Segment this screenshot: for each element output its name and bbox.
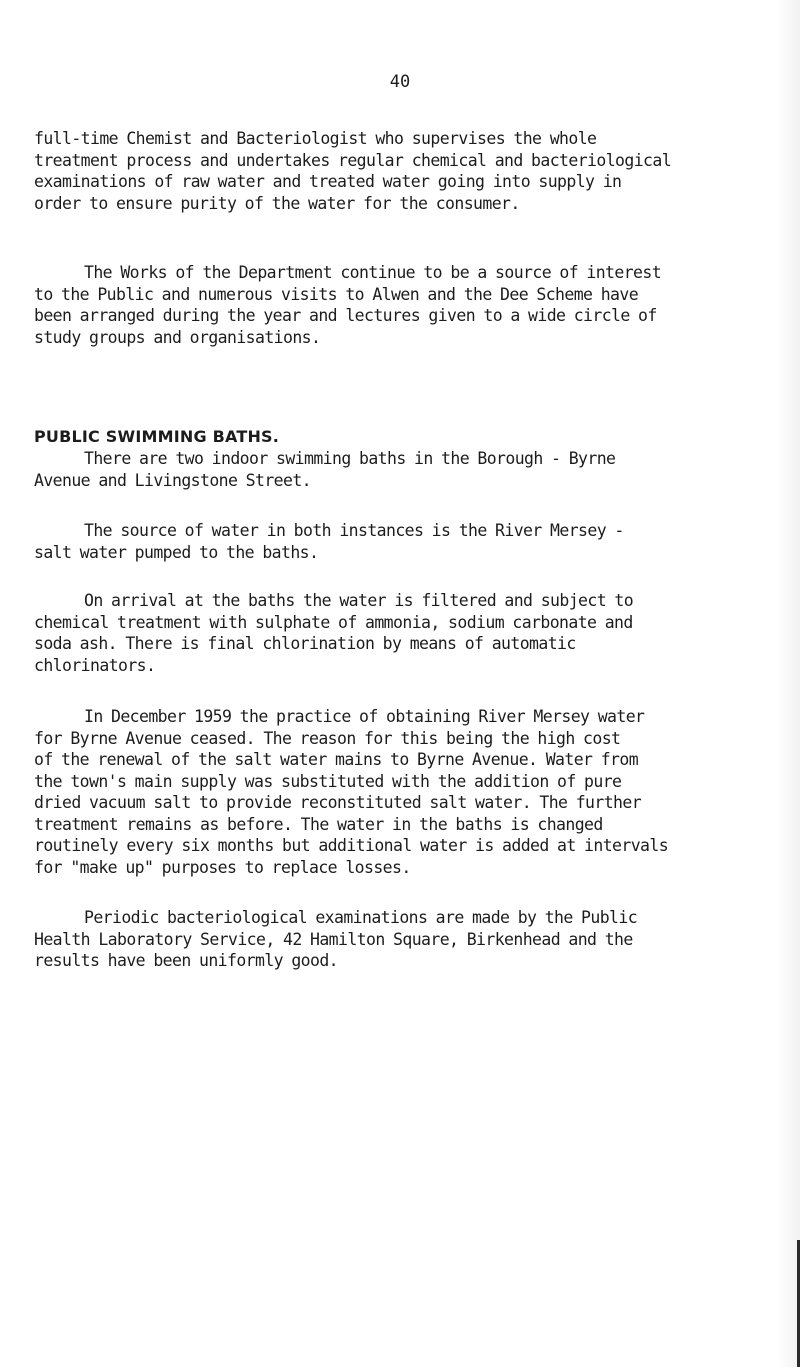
paragraph-baths-intro — [34, 448, 794, 491]
paragraph-line: treatment remains as before. The water in the baths is changed — [34, 814, 603, 834]
paragraph-line: treatment process and undertakes regular chemical and bacteriological — [34, 150, 672, 170]
paragraph-line: the town's main supply was substituted with the addition of pure — [34, 771, 622, 791]
paragraph-water-source — [34, 520, 794, 563]
paragraph-line: examinations of raw water and treated water going into supply in — [34, 172, 622, 191]
paragraph-line: On arrival at the baths the water is filtered and subject to — [84, 591, 634, 610]
paragraph-line: Avenue and Livingstone Street. — [34, 470, 312, 490]
paragraph-treatment — [34, 590, 794, 676]
paragraph-line: chemical treatment with sulphate of ammonia, sodium carbonate and — [34, 612, 633, 632]
paragraph-line: for "make up" purposes to replace losses. — [34, 857, 411, 877]
paragraph-line: study groups and organisations. — [34, 327, 321, 347]
section-heading: PUBLIC SWIMMING BATHS. — [34, 427, 280, 446]
paragraph-line: full-time Chemist and Bacteriologist who supervises the whole — [34, 129, 597, 148]
paragraph-december-1959 — [34, 706, 794, 878]
paragraph-line: been arranged during the year and lectures given to a wide circle of — [34, 306, 657, 325]
paragraph-line: Health Laboratory Service, 42 Hamilton Square, Birkenhead and the — [34, 929, 633, 949]
paragraph-line: chlorinators. — [34, 655, 156, 675]
paragraph-line: to the Public and numerous visits to Alwen and the Dee Scheme have — [34, 284, 639, 304]
paragraph-line: The Works of the Department continue to be a source of interest — [84, 263, 662, 282]
paragraph-line: salt water pumped to the baths. — [34, 542, 319, 562]
paragraph-line: Periodic bacteriological examinations are made by the Public — [84, 908, 638, 927]
paragraph-works — [34, 262, 794, 348]
page-number: 40 — [389, 72, 411, 92]
paragraph-line: order to ensure purity of the water for the consumer. — [34, 193, 520, 213]
paragraph-line: dried vacuum salt to provide reconstituted salt water. The further — [34, 793, 642, 812]
paragraph-line: of the renewal of the salt water mains to Byrne Avenue. Water from — [34, 750, 639, 769]
paragraph-bacteriological — [34, 907, 794, 972]
paragraph-line: soda ash. There is final chlorination by means of automatic — [34, 634, 576, 653]
paragraph-line: routinely every six months but additional water is added at intervals — [34, 836, 669, 855]
paragraph-line: There are two indoor swimming baths in the Borough - Byrne — [84, 449, 616, 468]
paragraph-chemist — [34, 128, 794, 214]
paragraph-line: The source of water in both instances is the River Mersey - — [84, 521, 624, 540]
paragraph-line: In December 1959 the practice of obtaining River Mersey water — [84, 707, 645, 726]
paragraph-line: for Byrne Avenue ceased. The reason for this being the high cost — [34, 728, 621, 748]
paragraph-line: results have been uniformly good. — [34, 951, 339, 970]
